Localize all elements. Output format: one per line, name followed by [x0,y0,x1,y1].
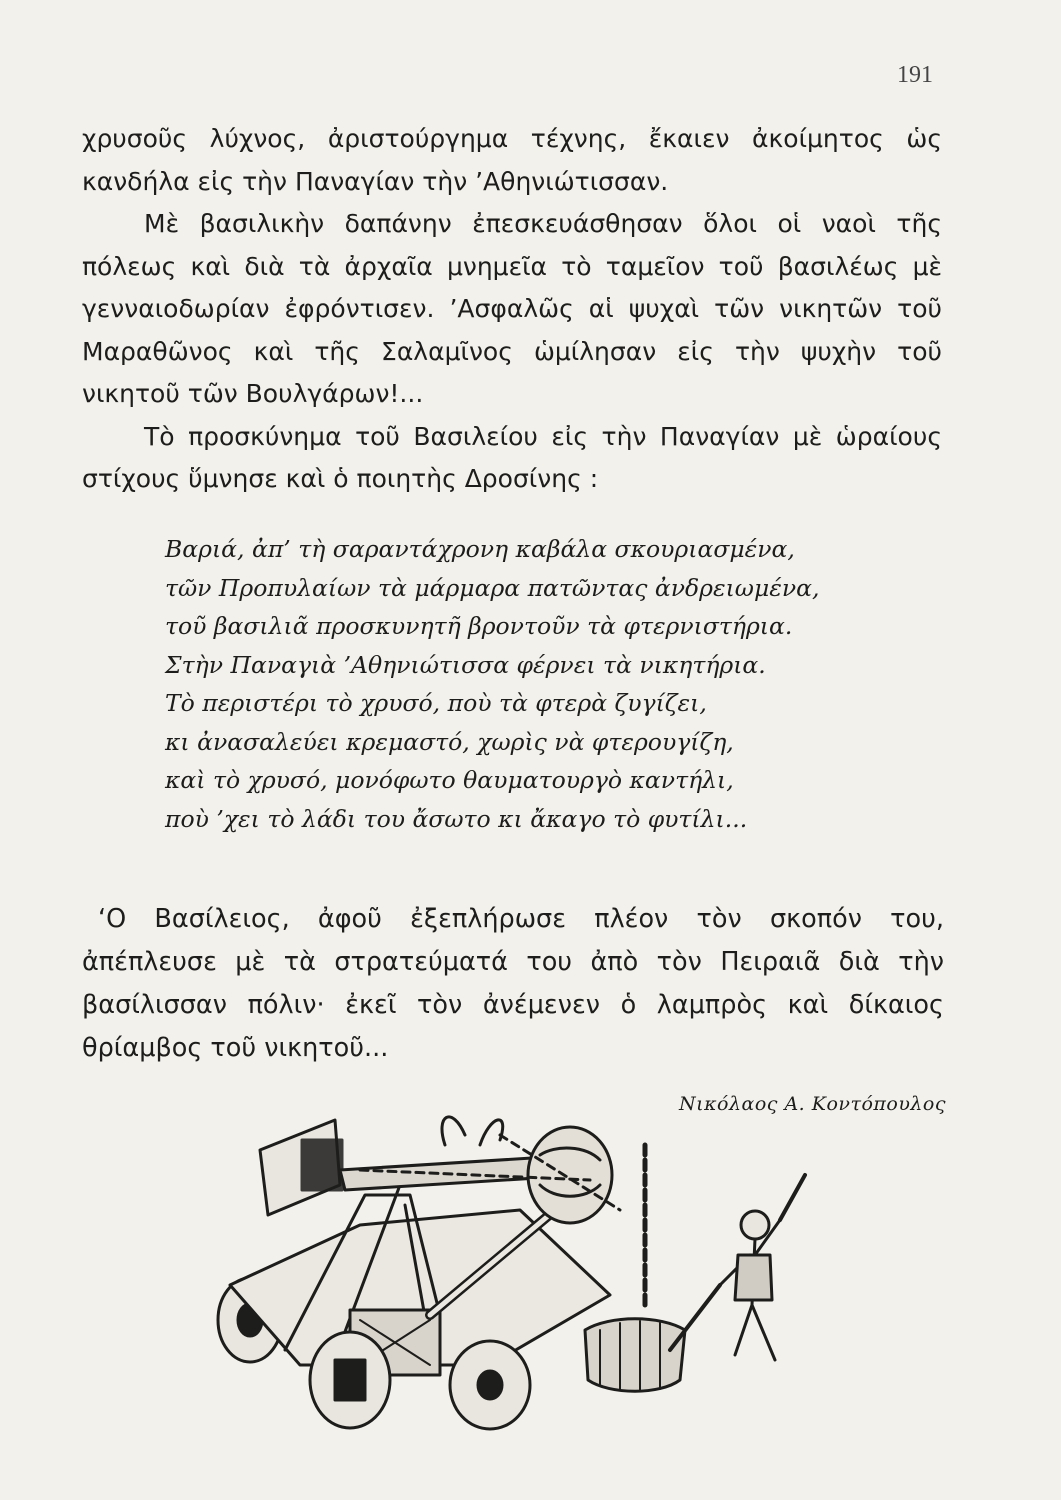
poem-line: Τὸ περιστέρι τὸ χρυσό, ποὺ τὰ φτερὰ ζυγίζει, [165,689,707,717]
page-number: 191 [897,62,933,88]
poem-line: Στὴν Παναγιὰ ’Αθηνιώτισσα φέρνει τὰ νικητήρια. [165,650,766,679]
poem-line: κι ἀνασαλεύει κρεμαστό, χωρὶς νὰ φτερουγίζη, [165,727,734,756]
poem-line: τοῦ βασιλιᾶ προσκυνητῆ βροντοῦν τὰ φτερνιστήρια. [165,612,793,640]
poem [165,530,945,838]
paragraph-2: Μὲ βασιλικὴν δαπάνην ἐπεσκευάσθησαν ὅλοι οἱ ναοὶ τῆς πόλεως καὶ διὰ τὰ ἀρχαῖα μνημεῖα τὸ ταμεῖον τοῦ βασιλέως μὲ γενναιοδωρίαν ἐφρόντισεν. ’Ασφαλῶς αἱ ψυχαὶ τῶν νικητῶν τοῦ Μαραθῶνος καὶ τῆς Σαλαμῖνος ὡμίλησαν εἰς τὴν ψυχὴν τοῦ νικητοῦ τῶν Βουλγάρων!... [82,209,942,408]
paragraph-1: χρυσοῦς λύχνος, ἀριστούργημα τέχνης, ἔκαιεν ἀκοίμητος ὡς κανδήλα εἰς τὴν Παναγίαν τὴν ’Αθηνιώτισσαν. [82,124,942,196]
closing-text [82,898,944,1070]
paragraph-3: Τὸ προσκύνημα τοῦ Βασιλείου εἰς τὴν Παναγίαν μὲ ὡραίους στίχους ὕμνησε καὶ ὁ ποιητὴς Δροσίνης : [82,421,942,493]
poem-line: καὶ τὸ χρυσό, μονόφωτο θαυματουργὸ καντήλι, [165,766,734,794]
poem-line: Βαριά, ἀπ’ τὴ σαραντάχρονη καβάλα σκουριασμένα, [165,535,795,563]
catapult-illustration [190,1115,970,1445]
poem-line: τῶν Προπυλαίων τὰ μάρμαρα πατῶντας ἀνδρειωμένα, [165,573,820,602]
poem-line: ποὺ ’χει τὸ λάδι του ἄσωτο κι ἄκαγο τὸ φυτίλι... [165,804,748,833]
body-text [82,118,942,501]
author-signature: Νικόλαος Α. Κοντόπουλος [679,1093,946,1115]
closing-paragraph: ‘Ο Βασίλειος, ἀφοῦ ἐξεπλήρωσε πλέον τὸν σκοπόν του, ἀπέπλευσε μὲ τὰ στρατεύματά του ἀπὸ τὸν Πειραιᾶ διὰ τὴν βασίλισσαν πόλιν· ἐκεῖ τὸν ἀνέμενεν ὁ λαμπρὸς καὶ δίκαιος θρίαμβος τοῦ νικητοῦ... [82,904,944,1063]
